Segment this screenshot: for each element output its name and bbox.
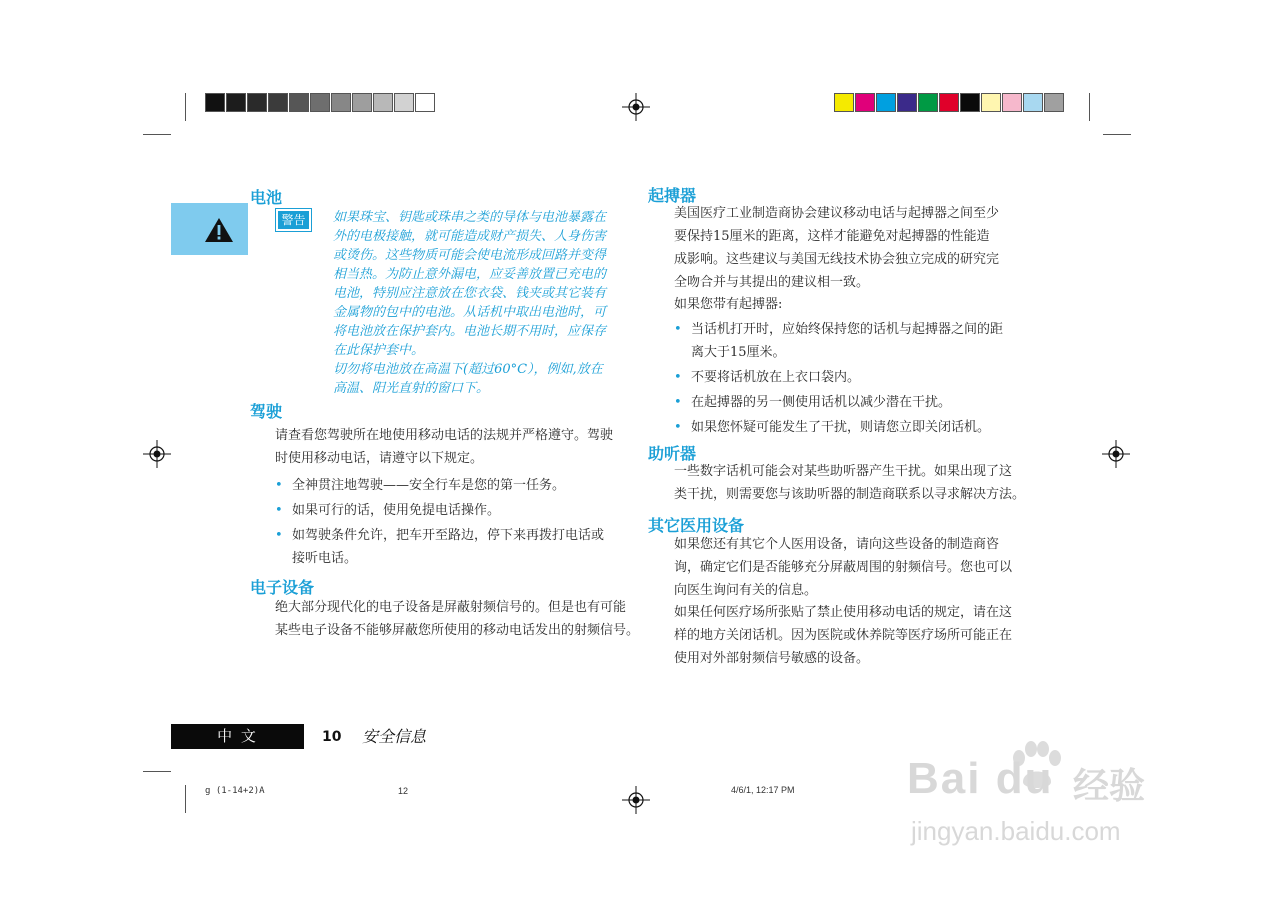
text-line: 向医生询问有关的信息。 — [674, 583, 818, 598]
crop-mark — [185, 785, 186, 813]
medical-devices-heading: 其它医用设备 — [648, 516, 745, 535]
pacemaker-paragraph — [674, 202, 1034, 294]
bullet-line: 如果您怀疑可能发生了干扰，则请您立即关闭话机。 — [691, 420, 991, 435]
gray-swatch — [415, 93, 435, 112]
text-line: 类干扰，则需要您与该助听器的制造商联系以寻求解决方法。 — [674, 487, 1026, 502]
text-line: 一些数字话机可能会对某些助听器产生干扰。如果出现了这 — [674, 464, 1013, 479]
electronics-paragraph — [275, 596, 640, 642]
warning-triangle-icon — [204, 217, 234, 243]
text-line: 全吻合并与其提出的建议相一致。 — [674, 275, 870, 290]
gray-swatch — [373, 93, 393, 112]
warning-line: 将电池放在保护套内。电池长期不用时，应保存 — [333, 324, 607, 339]
driving-paragraph — [275, 424, 635, 470]
bullet-icon: • — [275, 478, 283, 493]
gray-swatch — [247, 93, 267, 112]
bullet-icon: • — [275, 528, 283, 543]
text-line: 请查看您驾驶所在地使用移动电话的法规并严格遵守。驾驶 — [275, 428, 614, 443]
text-line: 成影响。这些建议与美国无线技术协会独立完成的研究完 — [674, 252, 1000, 267]
bullet-item — [674, 366, 1034, 389]
warning-line: 或烫伤。这些物质可能会使电流形成回路并变得 — [333, 248, 607, 263]
crop-mark — [1103, 134, 1131, 135]
watermark-brand: Bai du — [907, 754, 1054, 803]
text-line: 如果您还有其它个人医用设备，请向这些设备的制造商咨 — [674, 537, 1000, 552]
bullet-item — [674, 416, 1034, 439]
bullet-icon: • — [674, 370, 682, 385]
watermark-url: jingyan.baidu.com — [911, 816, 1121, 846]
color-swatch — [981, 93, 1001, 112]
bullet-line: 离大于15厘米。 — [691, 345, 786, 360]
warning-line: 外的电极接触，就可能造成财产损失、人身伤害 — [333, 229, 607, 244]
driving-bullet-list — [275, 474, 635, 572]
text-line: 美国医疗工业制造商协会建议移动电话与起搏器之间至少 — [674, 206, 1000, 221]
cmyk-color-bar — [834, 93, 1065, 114]
text-line: 要保持15厘米的距离，这样才能避免对起搏器的性能造 — [674, 229, 990, 244]
bullet-line: 如驾驶条件允许，把车开至路边，停下来再拨打电话或 — [292, 528, 605, 543]
hearing-aid-heading: 助听器 — [648, 444, 697, 463]
registration-mark-icon — [622, 786, 650, 814]
crop-mark — [185, 93, 186, 121]
crop-mark — [143, 134, 171, 135]
text-line: 绝大部分现代化的电子设备是屏蔽射频信号的。但是也有可能 — [275, 600, 627, 615]
bullet-line: 当话机打开时，应始终保持您的话机与起搏器之间的距 — [691, 322, 1004, 337]
registration-mark-icon — [143, 440, 171, 468]
pacemaker-intro: 如果您带有起搏器: — [674, 297, 783, 312]
bullet-icon: • — [275, 503, 283, 518]
pacemaker-heading: 起搏器 — [648, 186, 697, 205]
bullet-item — [275, 474, 635, 497]
bullet-line: 不要将话机放在上衣口袋内。 — [691, 370, 861, 385]
gray-swatch — [310, 93, 330, 112]
text-line: 如果任何医疗场所张贴了禁止使用移动电话的规定，请在这 — [674, 605, 1013, 620]
warning-line: 高温、阳光直射的窗口下。 — [333, 381, 490, 396]
bullet-item — [674, 391, 1034, 414]
color-swatch — [960, 93, 980, 112]
text-line: 使用对外部射频信号敏感的设备。 — [674, 651, 870, 666]
battery-heading: 电池 — [250, 188, 283, 207]
print-timestamp: 4/6/1, 12:17 PM — [731, 785, 795, 795]
warning-line: 金属物的包中的电池。从话机中取出电池时，可 — [333, 305, 607, 320]
warning-line: 在此保护套中。 — [333, 343, 425, 358]
color-swatch — [897, 93, 917, 112]
color-swatch — [918, 93, 938, 112]
bullet-line: 在起搏器的另一侧使用话机以减少潜在干扰。 — [691, 395, 952, 410]
text-line: 时使用移动电话，请遵守以下规定。 — [275, 451, 484, 466]
text-line: 样的地方关闭话机。因为医院或休养院等医疗场所可能正在 — [674, 628, 1013, 643]
bullet-icon: • — [674, 420, 682, 435]
warning-panel — [171, 203, 248, 255]
bullet-item — [674, 318, 1034, 364]
bullet-item — [275, 499, 635, 522]
driving-heading: 驾驶 — [250, 402, 283, 421]
bullet-icon: • — [674, 322, 682, 337]
gray-color-bar — [205, 93, 436, 114]
color-swatch — [1023, 93, 1043, 112]
color-swatch — [855, 93, 875, 112]
warning-label: 警告 — [278, 211, 309, 229]
warning-line: 如果珠宝、钥匙或珠串之类的导体与电池暴露在 — [333, 210, 607, 225]
gray-swatch — [331, 93, 351, 112]
color-swatch — [834, 93, 854, 112]
gray-swatch — [226, 93, 246, 112]
page-number: 10 — [322, 729, 342, 745]
bullet-line: 全神贯注地驾驶——安全行车是您的第一任务。 — [292, 478, 566, 493]
watermark-brand-cn: 经验 — [1073, 765, 1146, 806]
medical-devices-paragraph — [674, 533, 1034, 602]
color-swatch — [1044, 93, 1064, 112]
medical-facilities-paragraph — [674, 601, 1034, 670]
crop-mark — [1089, 93, 1090, 121]
section-title: 安全信息 — [362, 727, 427, 746]
pacemaker-bullet-list — [674, 318, 1034, 441]
print-page-number: 12 — [398, 786, 409, 796]
print-slug: g (1-14+2)A — [205, 786, 265, 796]
warning-label-box — [275, 208, 312, 232]
color-swatch — [939, 93, 959, 112]
bullet-line: 如果可行的话，使用免提电话操作。 — [292, 503, 501, 518]
bullet-item — [275, 524, 635, 570]
warning-line: 相当热。为防止意外漏电，应妥善放置已充电的 — [333, 267, 607, 282]
electronics-heading: 电子设备 — [250, 578, 315, 597]
gray-swatch — [289, 93, 309, 112]
gray-swatch — [205, 93, 225, 112]
hearing-aid-paragraph — [674, 460, 1034, 506]
registration-mark-icon — [622, 93, 650, 121]
registration-mark-icon — [1102, 440, 1130, 468]
gray-swatch — [394, 93, 414, 112]
baidu-watermark — [905, 740, 1145, 852]
bullet-line: 接听电话。 — [292, 551, 358, 566]
warning-text — [333, 208, 633, 398]
text-line: 某些电子设备不能够屏蔽您所使用的移动电话发出的射频信号。 — [275, 623, 640, 638]
language-tab: 中 文 — [171, 724, 304, 749]
color-swatch — [876, 93, 896, 112]
text-line: 询，确定它们是否能够充分屏蔽周围的射频信号。您也可以 — [674, 560, 1013, 575]
gray-swatch — [268, 93, 288, 112]
warning-line: 切勿将电池放在高温下(超过60°C），例如,放在 — [333, 362, 603, 377]
bullet-icon: • — [674, 395, 682, 410]
warning-line: 电池，特别应注意放在您衣袋、钱夹或其它装有 — [333, 286, 607, 301]
crop-mark — [143, 771, 171, 772]
color-swatch — [1002, 93, 1022, 112]
gray-swatch — [352, 93, 372, 112]
